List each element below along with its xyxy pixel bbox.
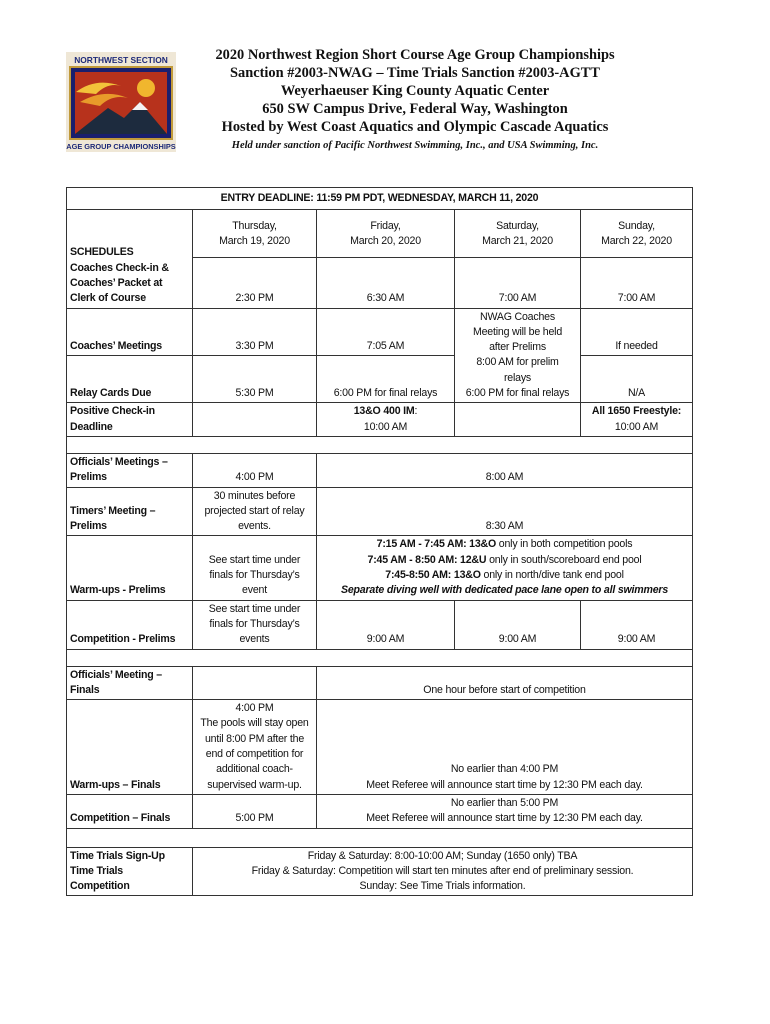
saturday-checkin: 7:00 AM	[498, 292, 537, 305]
meet-header	[190, 46, 640, 153]
schedule-label-relay-cards: Relay Cards Due	[67, 355, 193, 402]
cell-line: after Prelims	[489, 341, 546, 354]
warmup-line	[320, 553, 689, 568]
schedule-label-checkin	[67, 210, 193, 308]
label-line: Competition	[70, 880, 130, 893]
cell-line: finals for Thursday’s	[209, 617, 300, 630]
sunday-positive-checkin	[581, 403, 693, 437]
fri-sun-warmups-finals	[317, 700, 693, 795]
saturday-positive-checkin	[455, 403, 581, 437]
cell-line: Sunday: See Time Trials information.	[359, 880, 526, 893]
cell-line: additional coach-	[216, 763, 293, 776]
label-line: Clerk of Course	[70, 292, 146, 305]
day-header-thursday	[193, 210, 316, 258]
schedule-row-warmups-finals	[67, 700, 693, 795]
schedule-row-relay-cards	[67, 355, 693, 402]
label-line: Time Trials	[70, 864, 123, 877]
event-colon: :	[414, 405, 418, 418]
friday-relay-cards: 6:00 PM for final relays	[317, 355, 455, 402]
schedule-row-timers-prelims	[67, 487, 693, 536]
event-name: All 1650 Freestyle:	[591, 405, 682, 418]
schedule-row-competition-finals	[67, 794, 693, 828]
event-name: 13&O 400 IM	[353, 405, 415, 418]
warmup-detail: only in south/scoreboard end pool	[486, 553, 642, 566]
warmup-detail: only in north/dive tank end pool	[480, 569, 624, 582]
cell-line: NWAG Coaches	[480, 310, 555, 323]
warmup-time: 7:15 AM - 7:45 AM: 13&O	[376, 538, 497, 551]
label-line: Prelims	[70, 471, 107, 484]
schedule-row-coaches-meetings	[67, 308, 693, 355]
thursday-competition-finals: 5:00 PM	[193, 794, 317, 828]
warmup-time: 7:45-8:50 AM: 13&O	[385, 569, 481, 582]
schedule-row-officials-prelims	[67, 453, 693, 487]
friday-checkin-cell	[317, 210, 455, 308]
schedule-row-positive-checkin	[67, 403, 693, 437]
row-gap	[67, 649, 693, 666]
schedule-label-positive-checkin	[67, 403, 193, 437]
cell-line: The pools will stay open	[200, 717, 309, 730]
cell-line: No earlier than 5:00 PM	[450, 796, 559, 809]
thursday-warmups-finals	[193, 700, 317, 795]
warmup-detail: only in both competition pools	[496, 538, 633, 551]
thursday-checkin: 2:30 PM	[235, 292, 274, 305]
cell-line: See start time under	[208, 553, 301, 566]
thursday-coaches-meeting: 3:30 PM	[193, 308, 317, 355]
warmup-line	[320, 568, 689, 583]
entry-deadline-row	[67, 188, 693, 210]
cell-line: Meet Referee will announce start time by 12:30 PM each day.	[366, 778, 643, 791]
label-line: Positive Check-in	[70, 405, 155, 418]
cell-line: relays	[503, 371, 532, 384]
schedule-row-officials-finals	[67, 666, 693, 700]
friday-checkin: 6:30 AM	[366, 292, 405, 305]
schedule-label-timers-prelims	[67, 487, 193, 536]
cell-line: Friday & Saturday: 8:00-10:00 AM; Sunday (1650 only) TBA	[307, 849, 578, 862]
schedule-label-competition-finals: Competition – Finals	[67, 794, 193, 828]
cell-line: event	[242, 584, 267, 597]
sanction-line: Sanction #2003-NWAG – Time Trials Sanction #2003-AGTT	[230, 65, 600, 81]
day-header-friday	[317, 210, 454, 258]
day-date: March 22, 2020	[601, 234, 672, 247]
day-date: March 19, 2020	[219, 234, 290, 247]
thursday-checkin-cell	[193, 210, 317, 308]
warmup-time: 7:45 AM - 8:50 AM: 12&U	[367, 553, 487, 566]
label-line: Officials’ Meetings –	[70, 455, 168, 468]
entry-deadline: ENTRY DEADLINE: 11:59 PM PDT, WEDNESDAY, MARCH 11, 2020	[67, 188, 693, 210]
positive-checkin-event	[320, 404, 451, 419]
cell-line: finals for Thursday’s	[209, 569, 300, 582]
schedule-row-gap	[67, 649, 693, 666]
friday-competition-prelims: 9:00 AM	[317, 600, 455, 649]
label-line: Coaches Check-in &	[70, 261, 169, 274]
sunday-positive-time: 10:00 AM	[614, 420, 659, 433]
label-line: Timers’ Meeting –	[70, 504, 156, 517]
venue-line: Weyerhaeuser King County Aquatic Center	[280, 83, 550, 99]
row-gap	[67, 828, 693, 847]
schedule-table	[66, 187, 693, 896]
cell-line: end of competition for	[205, 748, 304, 761]
schedule-row-gap	[67, 436, 693, 453]
schedule-label-time-trials	[67, 847, 193, 896]
thursday-positive-checkin	[193, 403, 317, 437]
saturday-competition-prelims: 9:00 AM	[455, 600, 581, 649]
day-date: March 21, 2020	[482, 234, 553, 247]
schedule-row-warmups-prelims	[67, 536, 693, 600]
diving-well-note: Separate diving well with dedicated pace lane open to all swimmers	[340, 584, 669, 597]
sunday-coaches-meeting: If needed	[581, 308, 693, 355]
thursday-officials-finals	[193, 666, 317, 700]
cell-line: Friday & Saturday: Competition will start ten minutes after end of preliminary session.	[251, 864, 634, 877]
address-line: 650 SW Campus Drive, Federal Way, Washington	[262, 101, 568, 117]
fri-sun-competition-finals	[317, 794, 693, 828]
cell-line: 30 minutes before	[213, 489, 296, 502]
friday-positive-checkin	[317, 403, 455, 437]
row-gap	[67, 436, 693, 453]
cell-line: events	[239, 633, 270, 646]
schedule-label-warmups-prelims: Warm-ups - Prelims	[67, 536, 193, 600]
fri-sun-officials-prelims: 8:00 AM	[317, 453, 693, 487]
cell-line: Meeting will be held	[472, 325, 563, 338]
thursday-relay-cards: 5:30 PM	[193, 355, 317, 402]
day-name: Sunday,	[618, 219, 655, 232]
label-line: Finals	[70, 683, 100, 696]
time-trials-details	[193, 847, 693, 896]
schedule-label-warmups-finals: Warm-ups – Finals	[67, 700, 193, 795]
cell-line: No earlier than 4:00 PM	[450, 763, 559, 776]
label-line: Deadline	[70, 420, 113, 433]
warmup-line	[320, 537, 689, 552]
schedule-label-officials-finals	[67, 666, 193, 700]
fri-sun-officials-finals: One hour before start of competition	[317, 666, 693, 700]
schedule-label-competition-prelims: Competition - Prelims	[67, 600, 193, 649]
sunday-checkin-cell	[581, 210, 693, 308]
day-date: March 20, 2020	[350, 234, 421, 247]
cell-line: supervised warm-up.	[207, 778, 302, 791]
day-name: Thursday,	[232, 219, 277, 232]
schedule-row-gap	[67, 828, 693, 847]
sunday-checkin: 7:00 AM	[617, 292, 656, 305]
schedule-row-checkin	[67, 210, 693, 308]
label-line: Coaches’ Packet at	[70, 277, 163, 289]
logo-bottom-text: AGE GROUP CHAMPIONSHIPS	[66, 142, 176, 151]
cell-line: projected start of relay	[204, 504, 305, 517]
meet-title: 2020 Northwest Region Short Course Age Group Championships	[215, 47, 615, 63]
cell-line: See start time under	[208, 602, 301, 615]
thursday-timers-prelims	[193, 487, 317, 536]
friday-positive-time: 10:00 AM	[363, 420, 408, 433]
schedules-heading: SCHEDULES	[70, 246, 134, 259]
logo-top-text: NORTHWEST SECTION	[74, 55, 168, 65]
label-line: Prelims	[70, 520, 107, 533]
cell-line: until 8:00 PM after the	[204, 732, 305, 745]
schedule-label-officials-prelims	[67, 453, 193, 487]
sunday-relay-cards: N/A	[581, 355, 693, 402]
label-line: Officials’ Meeting –	[70, 668, 162, 681]
saturday-checkin-cell	[455, 210, 581, 308]
cell-line: 4:00 PM	[235, 702, 274, 715]
cell-line: 8:00 AM for prelim	[476, 356, 559, 369]
schedule-label-coaches-meetings: Coaches’ Meetings	[67, 308, 193, 355]
day-header-saturday	[455, 210, 580, 258]
schedule-row-time-trials	[67, 847, 693, 896]
day-name: Saturday,	[496, 219, 539, 232]
sanction-note: Held under sanction of Pacific Northwest Swimming, Inc., and USA Swimming, Inc.	[231, 140, 599, 151]
fri-sun-warmups-prelims	[317, 536, 693, 600]
cell-line: events.	[238, 520, 271, 533]
schedule-row-competition-prelims	[67, 600, 693, 649]
friday-coaches-meeting: 7:05 AM	[317, 308, 455, 355]
thursday-officials-prelims: 4:00 PM	[193, 453, 317, 487]
hosts-line: Hosted by West Coast Aquatics and Olympic Cascade Aquatics	[221, 119, 609, 135]
day-name: Friday,	[370, 219, 401, 232]
sunday-competition-prelims: 9:00 AM	[581, 600, 693, 649]
label-line: Time Trials Sign-Up	[70, 849, 165, 862]
thursday-warmups-prelims	[193, 536, 317, 600]
northwest-section-logo	[66, 52, 176, 152]
fri-sun-timers-prelims: 8:30 AM	[317, 487, 693, 536]
thursday-competition-prelims	[193, 600, 317, 649]
saturday-relay-cards: 6:00 PM for final relays	[465, 387, 570, 400]
saturday-coaches-meeting	[455, 308, 581, 403]
cell-line: Meet Referee will announce start time by 12:30 PM each day.	[366, 812, 643, 825]
day-header-sunday	[581, 210, 692, 258]
